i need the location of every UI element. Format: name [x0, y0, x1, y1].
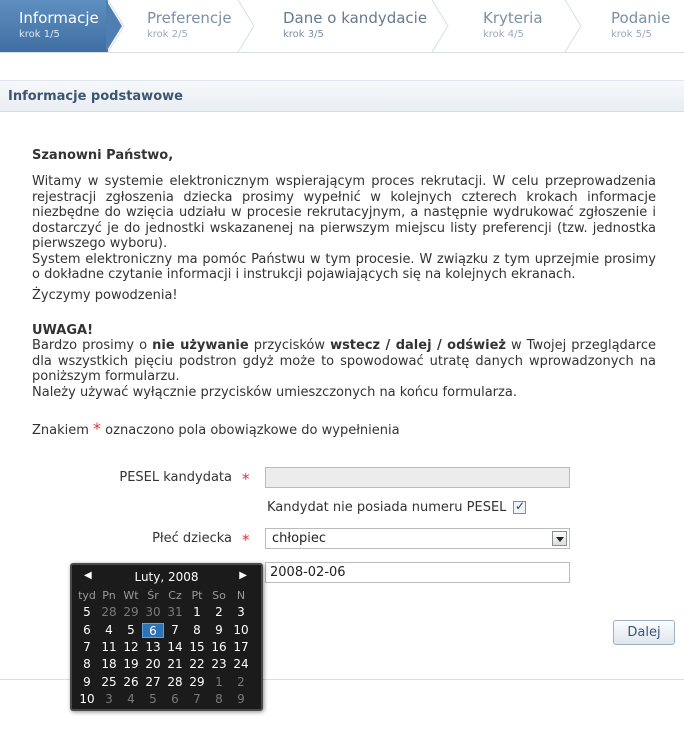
required-note-text: oznaczono pola obowiązkowe do wypełnienia: [101, 423, 400, 438]
calendar-day[interactable]: 1: [193, 605, 201, 620]
calendar-day[interactable]: 5: [149, 691, 157, 706]
step-title: Kryteria: [483, 9, 543, 27]
step-dane-o-kandydacie[interactable]: [244, 0, 430, 52]
warning-emphasis: wstecz / dalej / odśwież: [330, 338, 506, 353]
prev-month-icon[interactable]: ◀: [84, 570, 92, 581]
birth-date-input[interactable]: 2008-02-06: [265, 562, 570, 583]
week-number: 8: [83, 657, 91, 672]
calendar-day[interactable]: 4: [105, 622, 113, 637]
calendar-day[interactable]: 11: [101, 639, 117, 654]
calendar-day[interactable]: 3: [237, 605, 245, 620]
chevron-down-icon[interactable]: [552, 531, 567, 546]
wish-text: Życzymy powodzenia!: [32, 288, 178, 303]
calendar-day[interactable]: 21: [167, 657, 183, 672]
calendar-day[interactable]: 7: [193, 691, 201, 706]
warning-text: [32, 338, 656, 400]
calendar-day[interactable]: 14: [167, 639, 183, 654]
step-title: Informacje: [19, 9, 99, 27]
calendar-day[interactable]: 18: [101, 657, 117, 672]
calendar-day[interactable]: 3: [105, 691, 113, 706]
step-informacje[interactable]: [0, 0, 108, 52]
step-subtitle: krok 1/5: [19, 29, 60, 40]
calendar-day[interactable]: 28: [101, 605, 117, 620]
date-picker: [70, 563, 263, 711]
next-month-icon[interactable]: ▶: [239, 570, 247, 581]
calendar-day[interactable]: 12: [123, 639, 139, 654]
calendar-day[interactable]: 9: [215, 622, 223, 637]
no-pesel-label: Kandydat nie posiada numeru PESEL: [267, 500, 507, 515]
required-star-icon: *: [242, 470, 250, 488]
required-note: [32, 419, 400, 438]
wizard-steps: [0, 0, 684, 53]
calendar-day[interactable]: 16: [211, 639, 227, 654]
calendar-day[interactable]: 30: [145, 605, 161, 620]
weekday-header: tyd: [78, 589, 96, 602]
calendar-day[interactable]: 6: [171, 691, 179, 706]
calendar-day[interactable]: 2: [215, 605, 223, 620]
gender-select[interactable]: [265, 528, 570, 549]
pesel-input[interactable]: [265, 467, 570, 488]
intro-paragraph: Witamy w systemie elektronicznym wspierającym proces rekrutacji. W celu przeprowadzenia rejestracji zgłoszenia dziecka prosimy wypełnić w kolejnych czterech krokach informacje niezbędne do wzięcia udziału w procesie rekrutacyjnym, a następnie wydrukować zgłoszenie i dostarczyć je do jednostki wskazanenej na pierwszym miejscu listy preferencji (tzw. jednostka pierwszego wyboru).: [32, 174, 656, 251]
calendar-day[interactable]: 9: [237, 691, 245, 706]
calendar-day[interactable]: 25: [101, 674, 117, 689]
intro-paragraph-2: System elektroniczny ma pomóc Państwu w tym procesie. W związku z tym uprzejmie prosimy o dokładne czytanie informacji i instrukcji pojawiających się na kolejnych ekranach.: [32, 251, 656, 282]
date-picker-header: [72, 569, 261, 587]
pesel-label: PESEL kandydata: [119, 470, 232, 485]
step-subtitle: krok 2/5: [147, 29, 188, 40]
weekday-header: Pt: [191, 589, 203, 602]
month-title: Luty, 2008: [134, 570, 199, 584]
week-number: 7: [83, 639, 91, 654]
greeting: Szanowni Państwo,: [32, 148, 174, 163]
gender-select-value: chłopiec: [272, 531, 327, 546]
next-button[interactable]: Dalej: [613, 620, 675, 645]
calendar-day[interactable]: 29: [189, 674, 205, 689]
step-title: Preferencje: [147, 9, 232, 27]
week-number: 9: [83, 674, 91, 689]
step-kryteria[interactable]: [444, 0, 564, 52]
calendar-day[interactable]: 19: [123, 657, 139, 672]
step-subtitle: krok 4/5: [483, 29, 524, 40]
step-title: Dane o kandydacie: [283, 9, 428, 27]
calendar-day[interactable]: 2: [237, 674, 245, 689]
calendar-day[interactable]: 23: [211, 657, 227, 672]
weekday-header: Pn: [102, 589, 116, 602]
gender-label: Płeć dziecka: [152, 531, 232, 546]
warning-paragraph-2: Należy używać wyłącznie przycisków umieszczonych na końcu formularza.: [32, 384, 517, 400]
required-star-icon: *: [242, 531, 250, 549]
calendar-day[interactable]: 8: [215, 691, 223, 706]
no-pesel-checkbox[interactable]: [513, 501, 526, 514]
warning-paragraph: [32, 338, 656, 385]
calendar-day[interactable]: 5: [127, 622, 135, 637]
required-note-text: Znakiem: [32, 423, 94, 438]
calendar-day[interactable]: 24: [233, 657, 249, 672]
calendar-day[interactable]: 28: [167, 674, 183, 689]
warning-text-part: Bardzo prosimy o: [32, 338, 153, 353]
calendar-day[interactable]: 29: [123, 605, 139, 620]
section-header: [0, 80, 684, 112]
week-number: 10: [79, 691, 95, 706]
calendar-day[interactable]: 15: [189, 639, 205, 654]
step-title: Podanie: [611, 9, 671, 27]
calendar-day[interactable]: 22: [189, 657, 205, 672]
weekday-header: Wt: [123, 589, 139, 602]
calendar-day[interactable]: 7: [171, 622, 179, 637]
calendar-day[interactable]: 4: [127, 691, 135, 706]
step-subtitle: krok 5/5: [611, 29, 652, 40]
calendar-day[interactable]: 1: [215, 674, 223, 689]
calendar-day[interactable]: 10: [233, 622, 249, 637]
required-star-icon: *: [93, 419, 102, 438]
weekday-header: So: [212, 589, 226, 602]
warning-title: UWAGA!: [32, 323, 94, 338]
weekday-header: Cz: [168, 589, 182, 602]
warning-emphasis: nie używanie: [152, 338, 249, 353]
step-subtitle: krok 3/5: [283, 29, 324, 40]
calendar-day[interactable]: 17: [233, 639, 249, 654]
section-title: Informacje podstawowe: [8, 89, 183, 104]
step-preferencje[interactable]: [108, 0, 240, 52]
step-podanie[interactable]: [572, 0, 684, 52]
calendar-day-selected[interactable]: 6: [142, 623, 164, 638]
warning-text-part: w Twojej przeglądarce dla wszystkich pięciu podstron gdyż może to spowodować utratę danych wprowadzonych na poniższym formularzu.: [32, 338, 656, 384]
calendar-day[interactable]: 26: [123, 674, 139, 689]
weekday-header: N: [236, 589, 246, 602]
warning-text-part: przycisków: [248, 338, 331, 353]
weekday-header: Śr: [147, 589, 159, 602]
calendar-day[interactable]: 13: [145, 639, 161, 654]
week-number: 5: [83, 605, 91, 620]
week-number: 6: [83, 622, 91, 637]
calendar-day[interactable]: 8: [193, 622, 201, 637]
calendar-day[interactable]: 20: [145, 657, 161, 672]
intro-text: [32, 174, 656, 283]
calendar-day[interactable]: 31: [167, 605, 183, 620]
calendar-day[interactable]: 27: [145, 674, 161, 689]
